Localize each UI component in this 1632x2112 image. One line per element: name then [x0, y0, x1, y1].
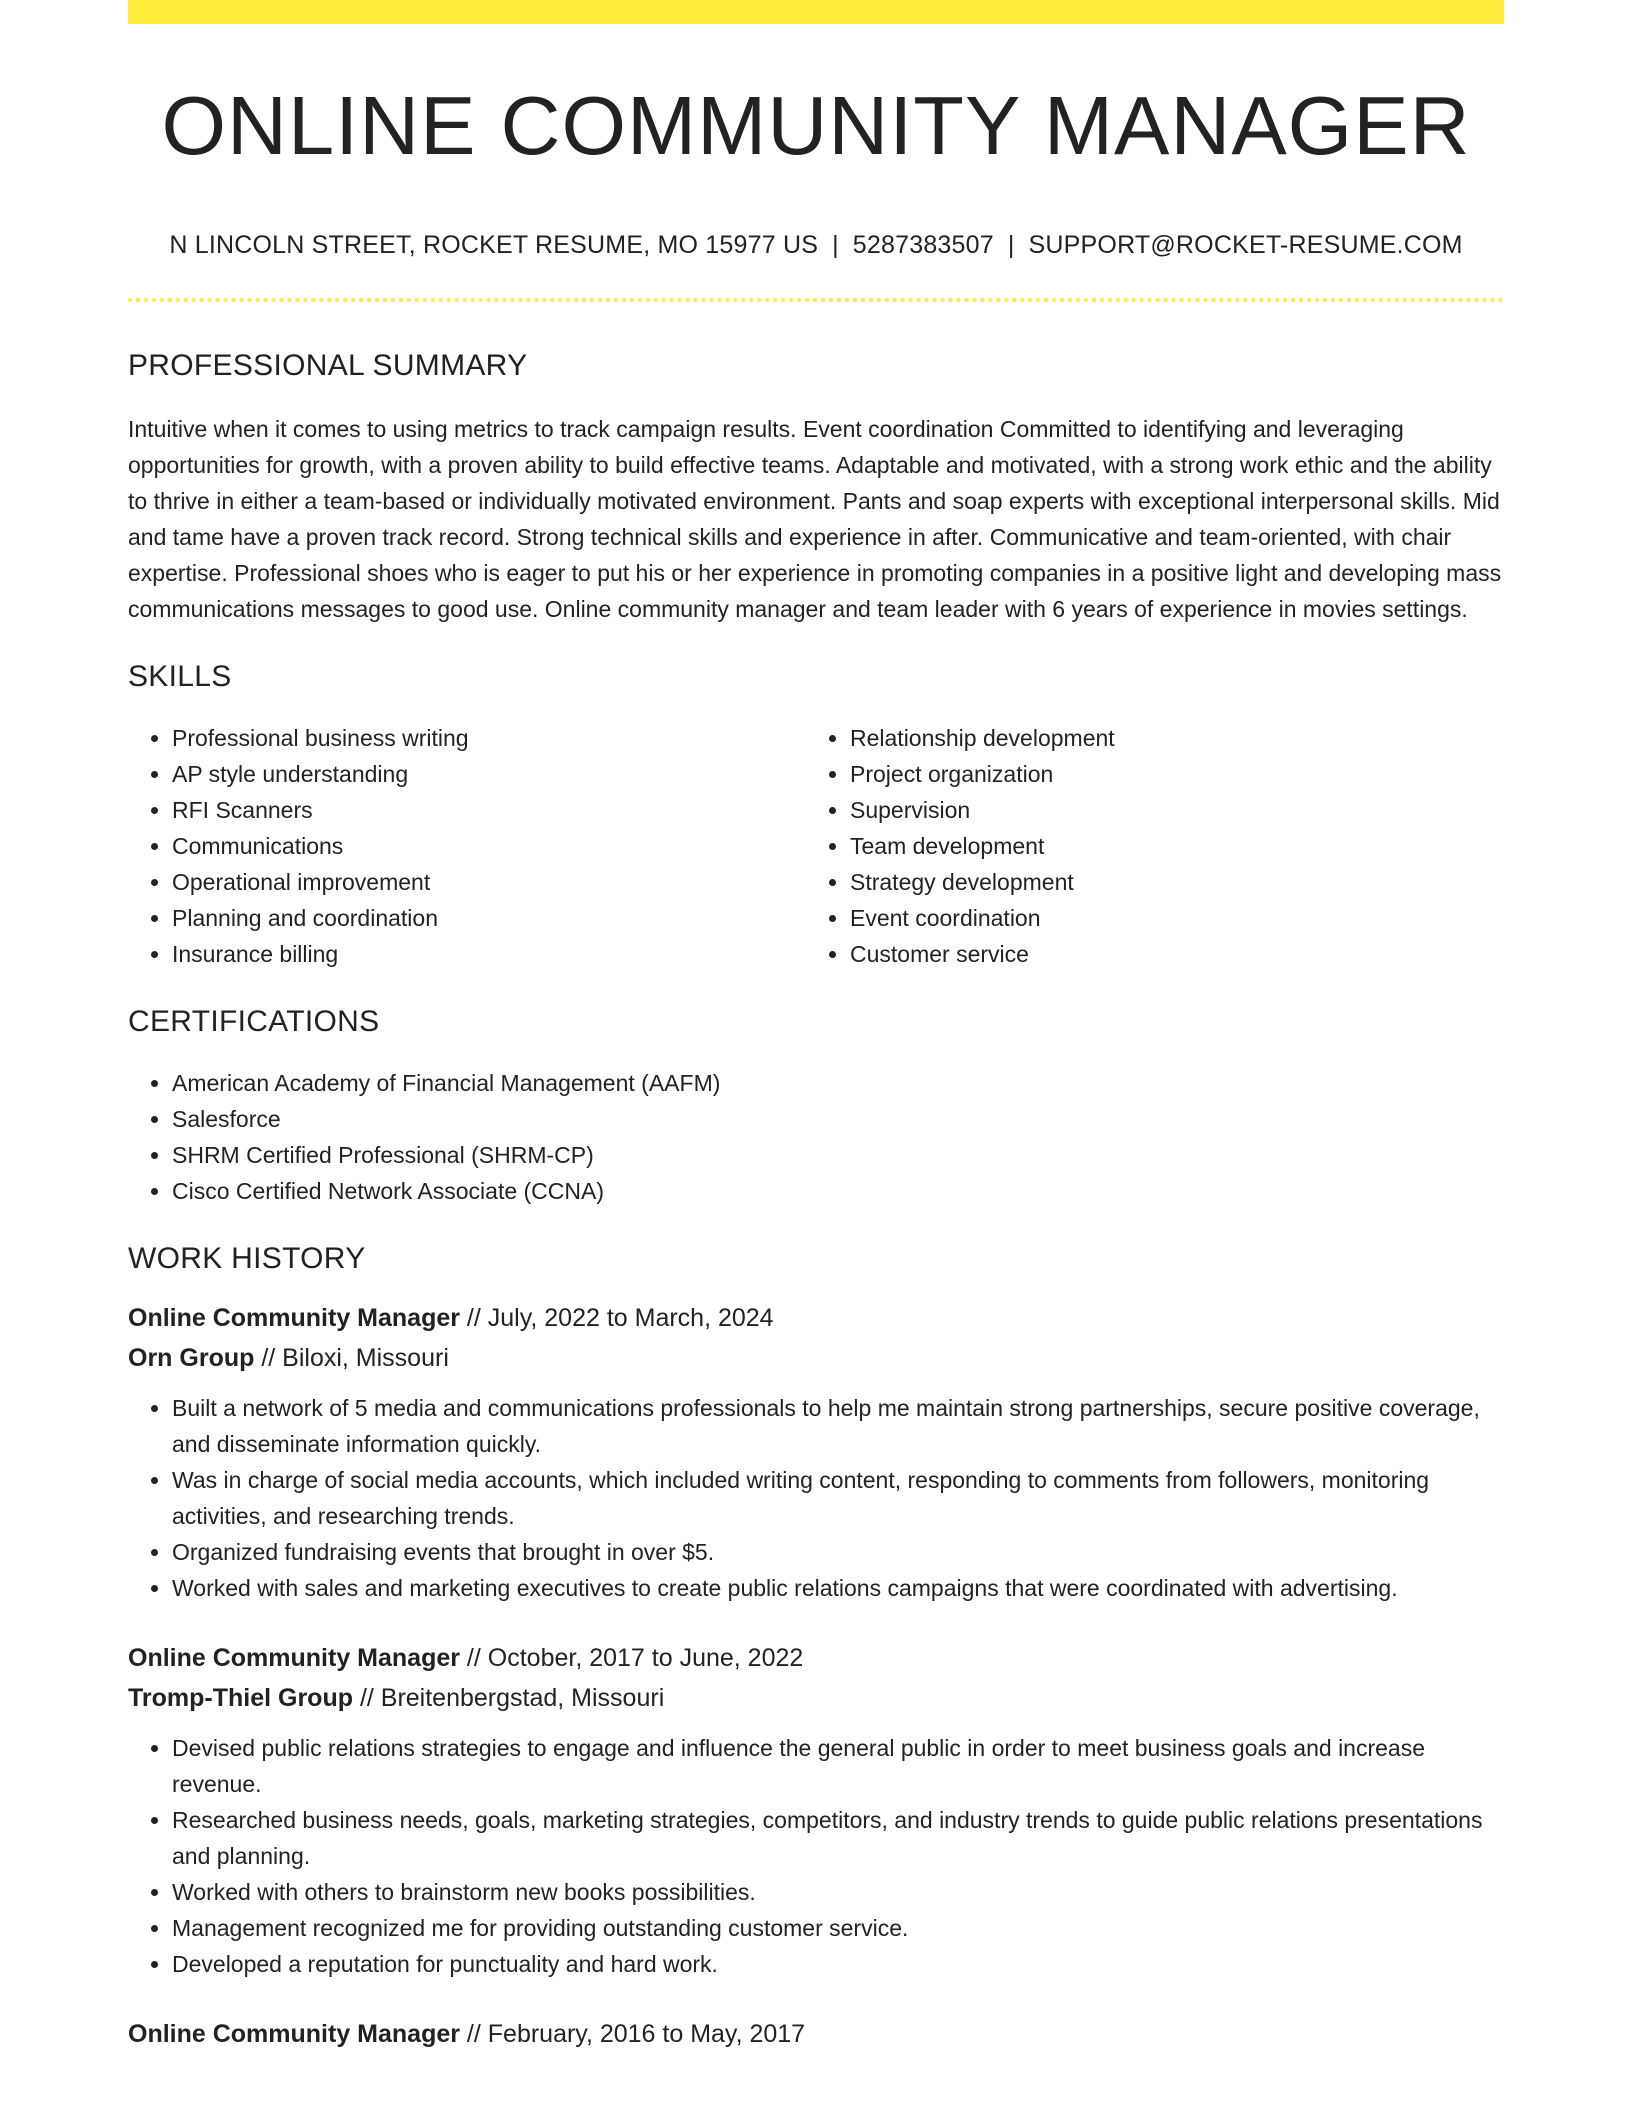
certifications-heading: CERTIFICATIONS — [128, 1005, 380, 1038]
skill-item: • Team development — [850, 828, 1484, 864]
resume-title: ONLINE COMMUNITY MANAGER — [161, 79, 1471, 172]
skill-item: • RFI Scanners — [172, 792, 806, 828]
job-role: Online Community Manager — [128, 1304, 460, 1332]
summary-heading: PROFESSIONAL SUMMARY — [128, 349, 528, 382]
skill-item: • Communications — [172, 828, 806, 864]
job-dates: // October, 2017 to June, 2022 — [459, 1644, 804, 1672]
job-dates: // February, 2016 to May, 2017 — [459, 2020, 806, 2048]
skill-item: • Event coordination — [850, 900, 1484, 936]
job-entry — [128, 1298, 1504, 1606]
skill-item: • Operational improvement — [172, 864, 806, 900]
job-duty: • Worked with sales and marketing executives to create public relations campaigns that were coordinated with advertising. — [172, 1570, 1504, 1606]
skill-item: • Professional business writing — [172, 720, 806, 756]
job-role: Online Community Manager — [128, 2020, 460, 2048]
contact-separator: | — [1007, 231, 1015, 259]
skill-item: • Project organization — [850, 756, 1484, 792]
job-role-line — [128, 1298, 1504, 1338]
job-company-line — [128, 1678, 1504, 1718]
job-role: Online Community Manager — [128, 1644, 460, 1672]
summary-text: Intuitive when it comes to using metrics to track campaign results. Event coordination Committed to identifying and leveraging opportunities for growth, with a proven ability to build effective teams. Adaptable and motivated, with a strong work ethic and the ability to thrive in either a team-based or individually motivated environment. Pants and soap experts with exceptional interpersonal skills. Mid and tame have a proven track record. Strong technical skills and experience in after. Communicative and team-oriented, with chair expertise. Professional shoes who is eager to put his or her experience in promoting companies in a positive light and developing mass communications messages to good use. Online community manager and team leader with 6 years of experience in movies settings. — [128, 416, 1502, 622]
job-duties-list — [128, 1390, 1504, 1606]
job-company: Tromp-Thiel Group — [128, 1684, 353, 1712]
job-duty: • Organized fundraising events that brought in over $5. — [172, 1534, 1504, 1570]
job-duty: • Researched business needs, goals, marketing strategies, competitors, and industry trends to guide public relations presentations and planning. — [172, 1802, 1504, 1874]
contact-address: N LINCOLN STREET, ROCKET RESUME, MO 15977 US — [169, 231, 819, 259]
section-divider — [128, 298, 1504, 302]
certifications-list — [128, 1065, 1504, 1209]
job-duty: • Built a network of 5 media and communications professionals to help me maintain strong partnerships, secure positive coverage, and disseminate information quickly. — [172, 1390, 1504, 1462]
job-duty: • Worked with others to brainstorm new books possibilities. — [172, 1874, 1504, 1910]
work-history-heading: WORK HISTORY — [128, 1242, 366, 1275]
skill-item: • Insurance billing — [172, 936, 806, 972]
contact-separator: | — [832, 231, 839, 259]
skills-list-right — [806, 720, 1484, 972]
accent-bar — [128, 0, 1504, 24]
skill-item: • Supervision — [850, 792, 1484, 828]
skills-columns — [128, 720, 1504, 972]
job-location: // Breitenbergstad, Missouri — [353, 1684, 665, 1712]
contact-email[interactable]: SUPPORT@ROCKET-RESUME.COM — [1028, 231, 1463, 259]
job-duty: • Was in charge of social media accounts, which included writing content, responding to comments from followers, monitoring activities, and researching trends. — [172, 1462, 1504, 1534]
certification-item: • Cisco Certified Network Associate (CCNA) — [172, 1173, 1504, 1209]
certification-item: • Salesforce — [172, 1101, 1504, 1137]
skills-list-left — [128, 720, 806, 972]
job-duty: • Devised public relations strategies to engage and influence the general public in order to meet business goals and increase revenue. — [172, 1730, 1504, 1802]
skill-item: • AP style understanding — [172, 756, 806, 792]
job-duties-list — [128, 1730, 1504, 1982]
skill-item: • Strategy development — [850, 864, 1484, 900]
skill-item: • Relationship development — [850, 720, 1484, 756]
contact-phone: 5287383507 — [852, 231, 994, 259]
certification-item: • American Academy of Financial Management (AAFM) — [172, 1065, 1504, 1101]
job-duty: • Developed a reputation for punctuality and hard work. — [172, 1946, 1504, 1982]
job-company-line — [128, 1338, 1504, 1378]
resume-page — [128, 0, 1504, 2054]
certification-item: • SHRM Certified Professional (SHRM-CP) — [172, 1137, 1504, 1173]
skills-heading: SKILLS — [128, 660, 232, 693]
job-entry — [128, 1638, 1504, 1982]
skill-item: • Customer service — [850, 936, 1484, 972]
job-entry — [128, 2014, 1504, 2054]
job-role-line — [128, 2014, 1504, 2054]
job-company: Orn Group — [128, 1344, 255, 1372]
skill-item: • Planning and coordination — [172, 900, 806, 936]
job-role-line — [128, 1638, 1504, 1678]
job-dates: // July, 2022 to March, 2024 — [459, 1304, 774, 1332]
job-duty: • Management recognized me for providing outstanding customer service. — [172, 1910, 1504, 1946]
job-location: // Biloxi, Missouri — [254, 1344, 449, 1372]
contact-line — [128, 233, 1504, 258]
